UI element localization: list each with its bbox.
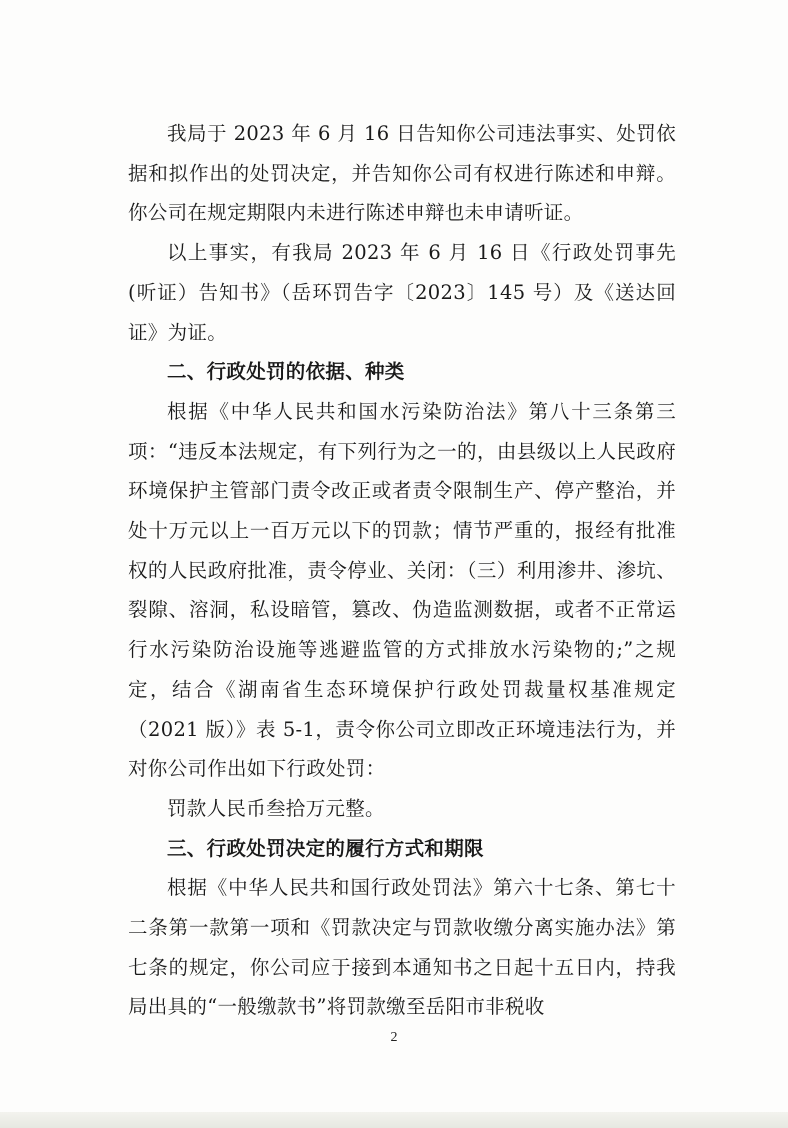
section-heading-performance: 三、行政处罚决定的履行方式和期限 xyxy=(167,836,484,860)
paragraph-notification: 我局于 2023 年 6 月 16 日告知你公司违法事实、处罚依据和拟作出的处罚决定，并告知你公司有权进行陈述和申辩。你公司在规定期限内未进行陈述申辩也未申请听证。 xyxy=(128,122,676,225)
section-heading-basis: 二、行政处罚的依据、种类 xyxy=(167,360,405,384)
page-number: 2 xyxy=(390,1030,398,1045)
paragraph-legal-basis: 根据《中华人民共和国水污染防治法》第八十三条第三项：“违反本法规定，有下列行为之一的，由县级以上人民政府环境保护主管部门责令改正或者责令限制生产、停产整治，并处十万元以上一百万元以下的罚款；情节严重的，报经有批准权的人民政府批准，责令停业、关闭：（三）利用渗井、渗坑、裂隙、溶洞，私设暗管，篡改、伪造监测数据，或者不正常运行水污染防治设施等逃避监管的方式排放水污染物的;”之规定，结合《湖南省生态环境保护行政处罚裁量权基准规定（2021 版）》表 5-1，责令你公司立即改正环境违法行为，并对你公司作出如下行政处罚： xyxy=(128,399,676,781)
scan-edge xyxy=(0,1112,788,1128)
document-body xyxy=(128,114,676,1027)
paragraph-penalty-amount: 罚款人民币叁拾万元整。 xyxy=(167,796,385,820)
paragraph-payment: 根据《中华人民共和国行政处罚法》第六十七条、第七十二条第一款第一项和《罚款决定与罚款收缴分离实施办法》第七条的规定，你公司应于接到本通知书之日起十五日内，持我局出具的“一般缴款书”将罚款缴至岳阳市非税收 xyxy=(128,876,676,1019)
paragraph-evidence: 以上事实，有我局 2023 年 6 月 16 日《行政处罚事先(听证）告知书》（岳环罚告字〔2023〕145 号）及《送达回证》为证。 xyxy=(128,241,676,344)
